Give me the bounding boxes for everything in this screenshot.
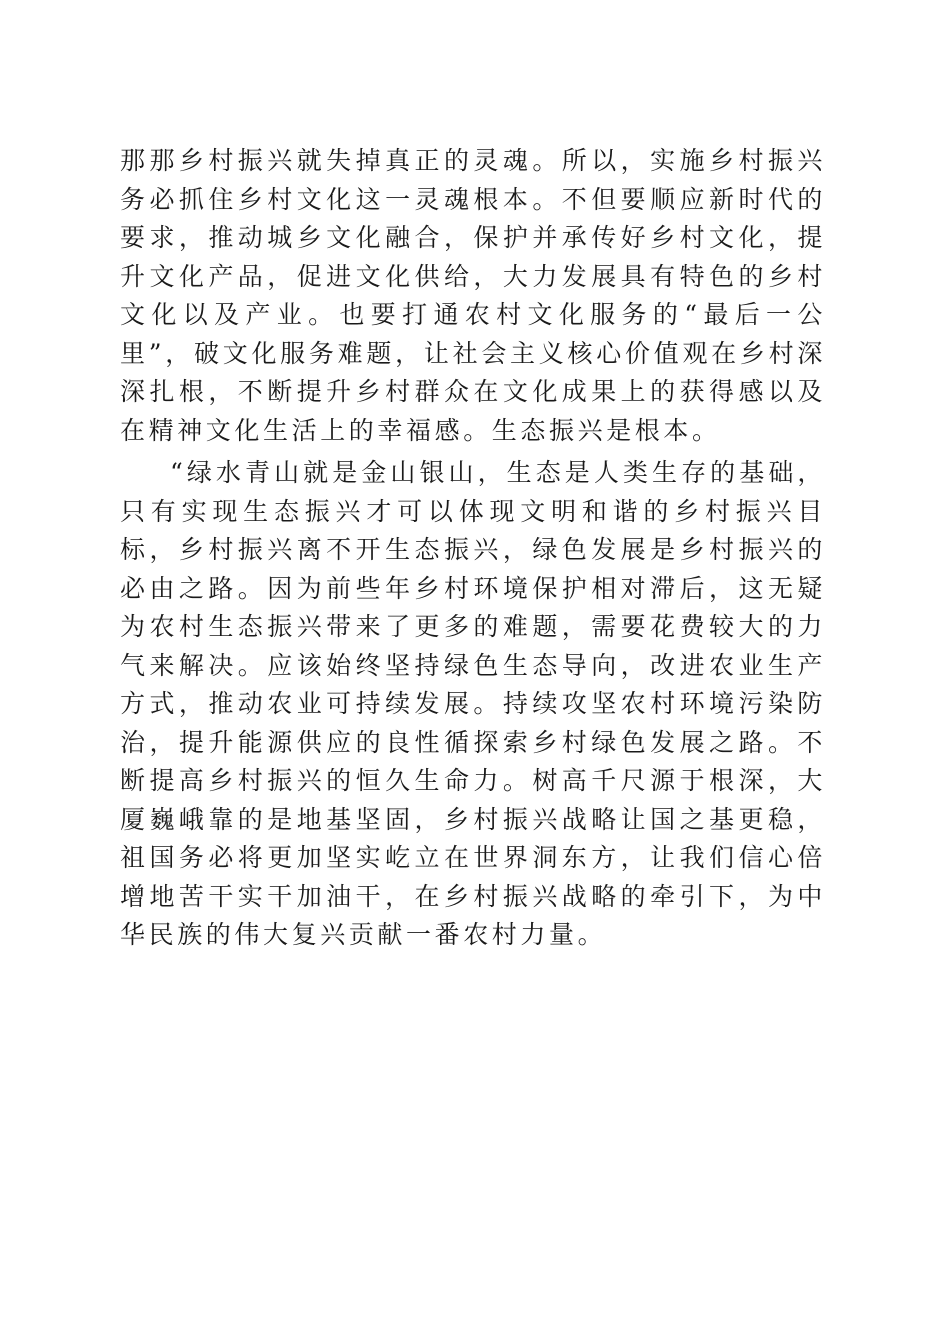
paragraph-2: “绿水青山就是金山银山，生态是人类生存的基础，只有实现生态振兴才可以体现文明和谐的乡村振兴目标，乡村振兴离不开生态振兴，绿色发展是乡村振兴的必由之路。因为前些年乡村环境保护相对滞后，这无疑为农村生态振兴带来了更多的难题，需要花费较大的力气来解决。应该始终坚持绿色生态导向，改进农业生产方式，推动农业可持续发展。持续攻坚农村环境污染防治，提升能源供应的良性循探索乡村绿色发展之路。不断提高乡村振兴的恒久生命力。树高千尺源于根深，大厦巍峨靠的是地基坚固，乡村振兴战略让国之基更稳，祖国务必将更加坚实屹立在世界洞东方，让我们信心倍增地苦干实干加油干，在乡村振兴战略的牵引下，为中华民族的伟大复兴贡献一番农村力量。 (120, 458, 826, 949)
paragraph-1: 那那乡村振兴就失掉真正的灵魂。所以，实施乡村振兴务必抓住乡村文化这一灵魂根本。不但要顺应新时代的要求，推动城乡文化融合，保护并承传好乡村文化，提升文化产品，促进文化供给，大力发展具有特色的乡村文化以及产业。也要打通农村文化服务的“最后一公里”，破文化服务难题，让社会主义核心价值观在乡村深深扎根，不断提升乡村群众在文化成果上的获得感以及在精神文化生活上的幸福感。生态振兴是根本。 (120, 146, 826, 445)
